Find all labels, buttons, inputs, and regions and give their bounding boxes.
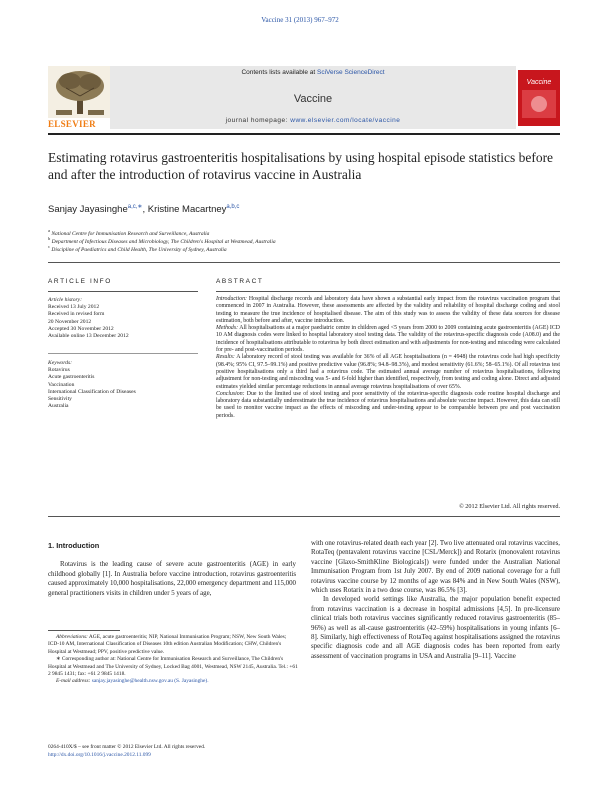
body-column-left	[48, 541, 296, 598]
abbreviations-footnote: Abbreviations: AGE, acute gastroenteritis; NIP, National Immunisation Program; NSW, New South Wales; ICD-10 AM, International Classification of Diseases 10th edition Australian Modification; CHW, Children's Hospital at Westmead; PPV, positive predictive value.	[48, 634, 287, 655]
abstract-copyright: © 2012 Elsevier Ltd. All rights reserved.	[459, 503, 560, 510]
history-item: Accepted 30 November 2012	[48, 325, 114, 332]
email-footnote: E-mail address: sanjay.jayasinghe@health.nsw.gov.au (S. Jayasinghe).	[56, 678, 209, 685]
abstract-body	[216, 296, 560, 420]
article-info-heading: ARTICLE INFO	[48, 278, 112, 285]
masthead-rule	[48, 133, 560, 135]
doi-link[interactable]: http://dx.doi.org/10.1016/j.vaccine.2012.11.099	[48, 751, 151, 758]
corresponding-author-footnote: ∗ Corresponding author at: National Centre for Immunisation Research and Surveillance, The Children's Hospital at Westmead and The University of Sydney, Locked Bag 4001, Westmead, NSW 2145, Australia. Tel.: +61 2 9845 1431; fax: +61 2 9845 1418.	[48, 656, 298, 678]
keyword: Rotavirus	[48, 367, 70, 374]
history-label: Article history:	[48, 297, 83, 303]
keyword: Australia	[48, 403, 69, 410]
history-item: 20 November 2012	[48, 318, 92, 325]
email-link[interactable]: sanjay.jayasinghe@health.nsw.gov.au (S. Jayasinghe).	[91, 678, 209, 685]
section-heading: 1. Introduction	[48, 541, 100, 550]
body-paragraph: In developed world settings like Australia, the major population benefit expected from rotavirus vaccination is a decrease in hospital admissions [4,5]. In pre-licensure clinical trials both rotavirus vaccines significantly reduced rotavirus gastroenteritis (85–96%) as well as all-cause gastroenteritis (42–59%) hospitalisations in young infants [6–8]. Similarly, high effectiveness of RotaTeq against hospitalisations assigned the rotavirus specific diagnosis code and all AGE diagnosis codes has been reported from early assessment of vaccination programs in USA and Australia [9–11]. Vaccine	[311, 596, 560, 660]
homepage-link[interactable]: www.elsevier.com/locate/vaccine	[290, 117, 401, 124]
keyword: International Classification of Diseases	[48, 388, 136, 395]
journal-name: Vaccine	[293, 93, 333, 105]
publication-info	[48, 744, 348, 759]
affiliation: $^b$ Department of Infectious Diseases and Microbiology, The Children's Hospital at Westmead, Australia	[48, 236, 276, 245]
abstract-methods: Methods: All hospitalisations at a major paediatric centre in children aged <5 years from 2000 to 2009 containing acute gastroenteritis (AGE) ICD 10 AM diagnosis codes were linked to hospital laboratory stool testing data. The validity of the rotavirus-specific diagnosis code (A08.0) and the incidence of hospitalisations attributable to rotavirus by both direct estimation and with adjustments for non-testing and miscoding were calculated for pre- and post-vaccination periods.	[216, 325, 560, 354]
elsevier-tree-logo	[48, 66, 112, 126]
abstract-results: Results: A laboratory record of stool testing was available for 36% of all AGE hospitalisations (n = 4948) the rotavirus code had high specificity (98.4%; 95% CI, 97.5–99.1%) and positive predictive value (96.8%; 94.8–98.3%), and modest sensitivity (61.6%; 58–65.1%). Of all rotavirus test positive hospitalisations only a third had a rotavirus code. The estimated annual average number of rotavirus hospitalisations, following adjustment for non-testing and miscoding was 5- and 6-fold higher than identified, respectively, from testing and coding alone. Direct and adjusted estimates yielded similar percentage reductions in annual average rotavirus hospitalisations of over 65%.	[216, 354, 560, 390]
sciencedirect-link[interactable]: SciVerse ScienceDirect	[316, 69, 385, 76]
author-line: Sanjay Jayasinghe$^{a,c,∗}$, Kristine Macartney$^{a,b,c}$	[48, 204, 240, 216]
body-column-right	[311, 539, 560, 661]
footnotes	[48, 634, 298, 686]
abstract-heading: ABSTRACT	[216, 278, 264, 285]
keyword: Sensitivity	[48, 396, 72, 403]
keywords-label: Keywords:	[48, 360, 73, 366]
keywords-divider	[48, 353, 198, 354]
abstract-conclusion: Conclusion: Due to the limited use of stool testing and poor sensitivity of the rotavirus-specific diagnosis code routine hospital discharge and laboratory data substantially underestimate the true incidence of rotavirus hospitalisations and absolute vaccine impact. However, this data can still be used to monitor vaccine impact as the effects of miscoding and under-testing appear to be comparable between pre and post vaccination periods.	[216, 390, 561, 419]
abstract-end-divider	[48, 516, 560, 517]
abstract-divider	[216, 291, 560, 292]
keywords	[48, 360, 198, 410]
history-item: Received 13 July 2012	[48, 304, 100, 311]
homepage-line: journal homepage: www.elsevier.com/locate/vaccine	[225, 117, 401, 124]
history-item: Received in revised form	[48, 311, 105, 318]
author-name[interactable]: Kristine Macartney	[147, 204, 227, 216]
journal-masthead	[48, 66, 560, 129]
issn-line: 0264-410X/$ – see front matter © 2012 Elsevier Ltd. All rights reserved.	[48, 744, 206, 750]
keyword: Vaccination	[48, 381, 75, 388]
header-divider	[48, 262, 560, 263]
history-item: Available online 13 December 2012	[48, 333, 129, 340]
info-divider	[48, 291, 198, 292]
footnote-rule	[48, 630, 120, 631]
author-affiliation-marks[interactable]: a,b,c	[226, 204, 240, 210]
affiliation: $^c$ Discipline of Paediatrics and Child Health, The University of Sydney, Australia	[48, 244, 227, 253]
body-paragraph: with one rotavirus-related death each year [2]. Two live attenuated oral rotavirus vaccines, RotaTeq (pentavalent rotavirus vaccine [CSL/Merck]) and Rotarix (monovalent rotavirus vaccine [Glaxo-SmithKline Biologicals]) were funded under the Australian National Immunisation Program from 1st July 2007. By end of 2009 national coverage for a full rotavirus vaccine course by 12 months of age was 84% and in New South Wales (NSW), which uses Rotarix in a two dose course, was 86.5% [3].	[311, 540, 560, 595]
article-history	[48, 297, 198, 340]
journal-cover-image	[518, 70, 560, 126]
body-paragraph: Rotavirus is the leading cause of severe acute gastroenteritis (AGE) in early childhood globally [1]. In Australia before vaccine introduction, rotavirus gastroenteritis caused approximately 10,000 hospitalisations, 22,000 emergency department and 115,000 general practitioners visits in children under 5 years of age,	[48, 561, 297, 597]
journal-citation[interactable]: Vaccine 31 (2013) 967–972	[261, 16, 339, 24]
affiliation: $^a$ National Centre for Immunisation Research and Surveillance, Australia	[48, 228, 210, 237]
article-title: Estimating rotavirus gastroenteritis hospitalisations by using hospital episode statistics before and after the introduction of rotavirus vaccine in Australia	[48, 150, 554, 182]
contents-line: Contents lists available at SciVerse ScienceDirect	[241, 69, 385, 76]
journal-banner	[110, 66, 516, 129]
publisher-name: ELSEVIER	[48, 119, 96, 129]
author-name[interactable]: Sanjay Jayasinghe	[48, 204, 128, 216]
cover-title: Vaccine	[526, 79, 552, 86]
keyword: Acute gastroenteritis	[48, 374, 95, 381]
abstract-introduction: Introduction: Hospital discharge records and laboratory data have shown a substantial early impact from the rotavirus vaccination program that commenced in 2007 in Australia. However, these assessments are affected by the validity and reliability of hospital discharge coding and stool testing to measure the true incidence of hospitalised disease. The aim of this study was to assess the validity of these data sources for disease estimation, both before and after, vaccine introduction.	[216, 296, 560, 324]
author-affiliation-marks[interactable]: a,c,∗	[127, 204, 143, 210]
